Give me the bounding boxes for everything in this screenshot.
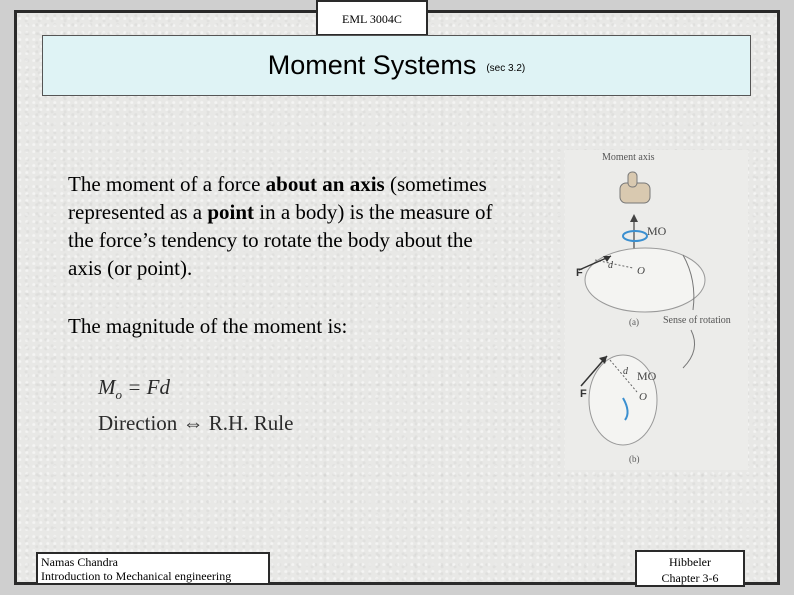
author-footer xyxy=(36,552,270,585)
equation-rhs: = Fd xyxy=(122,375,170,399)
equation-line-direction: Direction ⇔ R.H. Rule xyxy=(98,411,294,436)
equation-line-formula xyxy=(98,375,293,403)
author-name: Namas Chandra xyxy=(41,555,118,569)
moment-diagram-figure xyxy=(565,150,748,470)
distance-d-label-a: d xyxy=(608,260,613,271)
section-reference: (sec 3.2) xyxy=(486,63,526,74)
force-f-label-b: F xyxy=(580,388,587,400)
equation-subscript: o xyxy=(115,387,122,403)
point-o-label-b: O xyxy=(639,391,647,403)
reference-footer xyxy=(635,550,745,587)
force-f-label-a: F xyxy=(576,267,583,279)
title-banner xyxy=(42,35,751,96)
text-segment: in a body) is the measure of the force’s tendency to rotate the body about the axis (or point). xyxy=(68,200,493,280)
caption-b: (b) xyxy=(629,454,640,464)
chapter-reference: Chapter 3-6 xyxy=(661,571,719,585)
magnitude-paragraph: The magnitude of the moment is: xyxy=(68,314,348,338)
mo-label-a: MO xyxy=(647,224,667,238)
body-shape-a xyxy=(585,248,705,312)
distance-d-label-b: d xyxy=(623,366,628,377)
course-code-tab: EML 3004C xyxy=(316,0,428,36)
sense-of-rotation-label: Sense of rotation xyxy=(663,315,731,326)
caption-a: (a) xyxy=(629,317,639,327)
point-o-label-a: O xyxy=(637,265,645,277)
mo-label-b: MO xyxy=(637,369,657,383)
text-segment: (sometimes represented as a xyxy=(68,172,487,224)
course-name: Introduction to Mechanical engineering xyxy=(41,569,232,583)
emphasis-about-axis: about an axis xyxy=(265,172,385,196)
textbook-author: Hibbeler xyxy=(669,555,711,569)
equation-moment-symbol: M xyxy=(98,375,116,399)
slide-title: Moment Systems xyxy=(267,50,477,80)
emphasis-point: point xyxy=(207,200,255,224)
definition-paragraph xyxy=(68,170,508,282)
moment-equation xyxy=(98,375,293,436)
text-segment: The moment of a force xyxy=(68,172,266,196)
moment-axis-label: Moment axis xyxy=(602,152,655,163)
